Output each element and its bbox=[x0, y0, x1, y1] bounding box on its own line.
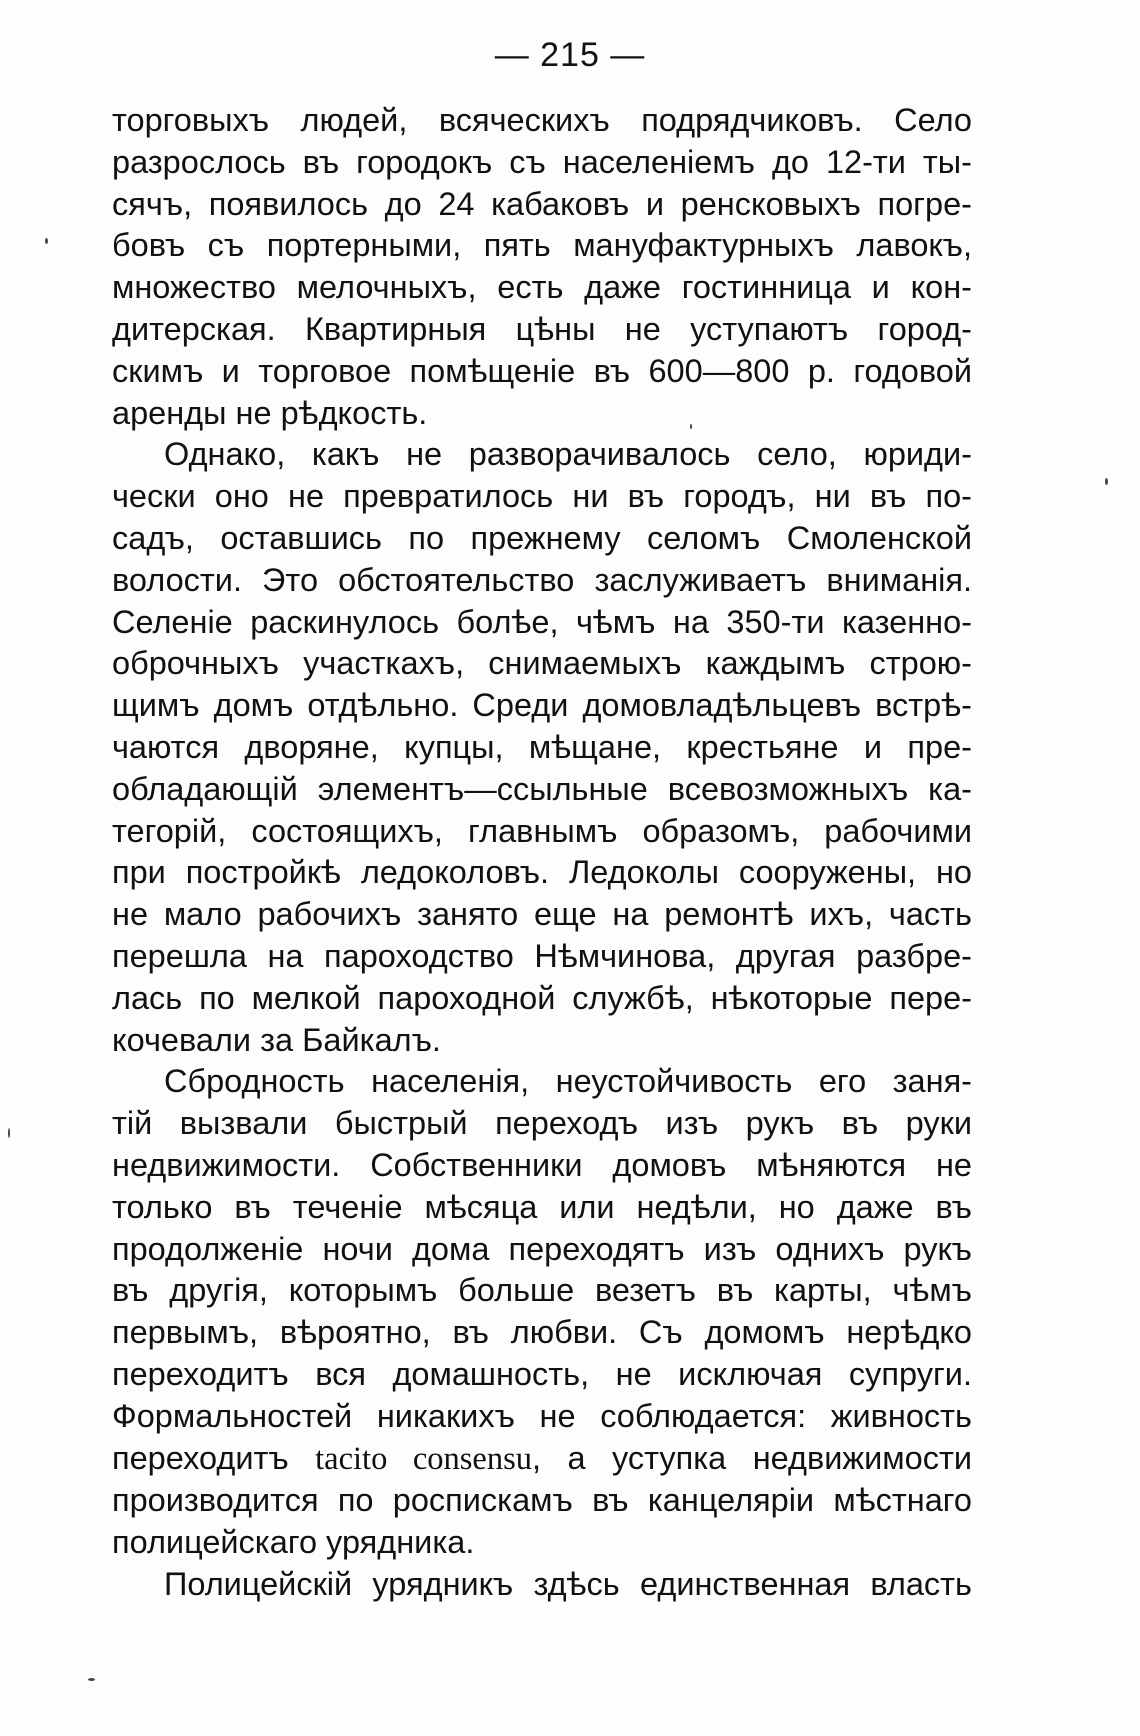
text-line: перешла на пароходство Нѣмчинова, другая разбре- bbox=[112, 937, 972, 974]
text-line: продолженіе ночи дома переходятъ изъ однихъ рукъ bbox=[112, 1230, 972, 1267]
text-line: сячъ, появилось до 24 кабаковъ и ренсковыхъ погре- bbox=[112, 185, 972, 222]
text-line: производится по роспискамъ въ канцеляріи мѣстнаго bbox=[112, 1482, 972, 1519]
scan-speck bbox=[45, 238, 48, 244]
text-line: тій вызвали быстрый переходъ изъ рукъ въ руки bbox=[112, 1105, 972, 1142]
page-number: — 215 — bbox=[494, 36, 646, 74]
text-line: Полицейскій урядникъ здѣсь единственная власть bbox=[164, 1565, 972, 1602]
text-segment: переходитъ bbox=[112, 1439, 316, 1476]
text-line: разрослось въ городокъ съ населеніемъ до 12-ти ты- bbox=[112, 143, 972, 180]
text-line: щимъ домъ отдѣльно. Среди домовладѣльцевъ встрѣ- bbox=[112, 687, 972, 724]
text-line: скимъ и торговое помѣщеніе въ 600—800 р. годовой bbox=[112, 352, 972, 389]
scan-speck bbox=[1105, 478, 1108, 485]
text-line: переходитъ вся домашность, не исключая супруги. bbox=[112, 1355, 972, 1392]
text-line: кочевали за Байкалъ. bbox=[112, 1021, 441, 1058]
text-line: чески оно не превратилось ни въ городъ, ни въ по- bbox=[112, 478, 972, 515]
text-line: волости. Это обстоятельство заслуживаетъ вниманія. bbox=[112, 561, 972, 598]
text-line: не мало рабочихъ занято еще на ремонтѣ ихъ, часть bbox=[112, 896, 972, 933]
text-line: обладающій элементъ—ссыльные всевозможныхъ ка- bbox=[112, 770, 972, 807]
text-line: множество мелочныхъ, есть даже гостинница и кон- bbox=[112, 269, 972, 306]
latin-phrase: tacito consensu bbox=[315, 1440, 533, 1477]
text-line: первымъ, вѣроятно, въ любви. Съ домомъ нерѣдко bbox=[112, 1314, 972, 1351]
text-line: Однако, какъ не разворачивалось село, юриди- bbox=[164, 436, 972, 473]
scan-speck bbox=[690, 424, 692, 429]
text-line: въ другія, которымъ больше везетъ въ карты, чѣмъ bbox=[112, 1272, 972, 1309]
text-line: только въ теченіе мѣсяца или недѣли, но даже въ bbox=[112, 1188, 972, 1225]
text-line: полицейскаго урядника. bbox=[112, 1524, 475, 1561]
text-line: недвижимости. Собственники домовъ мѣняются не bbox=[112, 1146, 972, 1183]
text-line: при постройкѣ ледоколовъ. Ледоколы сооружены, но bbox=[112, 854, 972, 891]
text-line: аренды не рѣдкость. bbox=[112, 394, 428, 431]
scan-speck bbox=[8, 1128, 10, 1138]
text-line: бовъ съ портерными, пять мануфактурныхъ лавокъ, bbox=[112, 227, 972, 264]
text-line: лась по мелкой пароходной службѣ, нѣкоторые пере- bbox=[112, 979, 972, 1016]
text-line: чаются дворяне, купцы, мѣщане, крестьяне и пре- bbox=[112, 728, 972, 765]
text-line: дитерская. Квартирныя цѣны не уступаютъ город- bbox=[112, 310, 972, 347]
text-line-mixed bbox=[112, 1438, 972, 1481]
text-line: тегорій, состоящихъ, главнымъ образомъ, рабочими bbox=[112, 812, 972, 849]
body-text bbox=[112, 100, 972, 1606]
text-line: Сбродность населенія, неустойчивость его заня- bbox=[164, 1063, 972, 1100]
text-line: Селеніе раскинулось болѣе, чѣмъ на 350-ти казенно- bbox=[112, 603, 972, 640]
text-line: Формальностей никакихъ не соблюдается: живность bbox=[112, 1397, 972, 1434]
text-line: оброчныхъ участкахъ, снимаемыхъ каждымъ строю- bbox=[112, 645, 972, 682]
text-line: торговыхъ людей, всяческихъ подрядчиковъ. Село bbox=[112, 102, 972, 138]
scan-speck bbox=[88, 1678, 95, 1681]
text-segment: , а уступка недвижимости bbox=[532, 1439, 973, 1476]
text-line: садъ, оставшись по прежнему селомъ Смоленской bbox=[112, 519, 972, 556]
